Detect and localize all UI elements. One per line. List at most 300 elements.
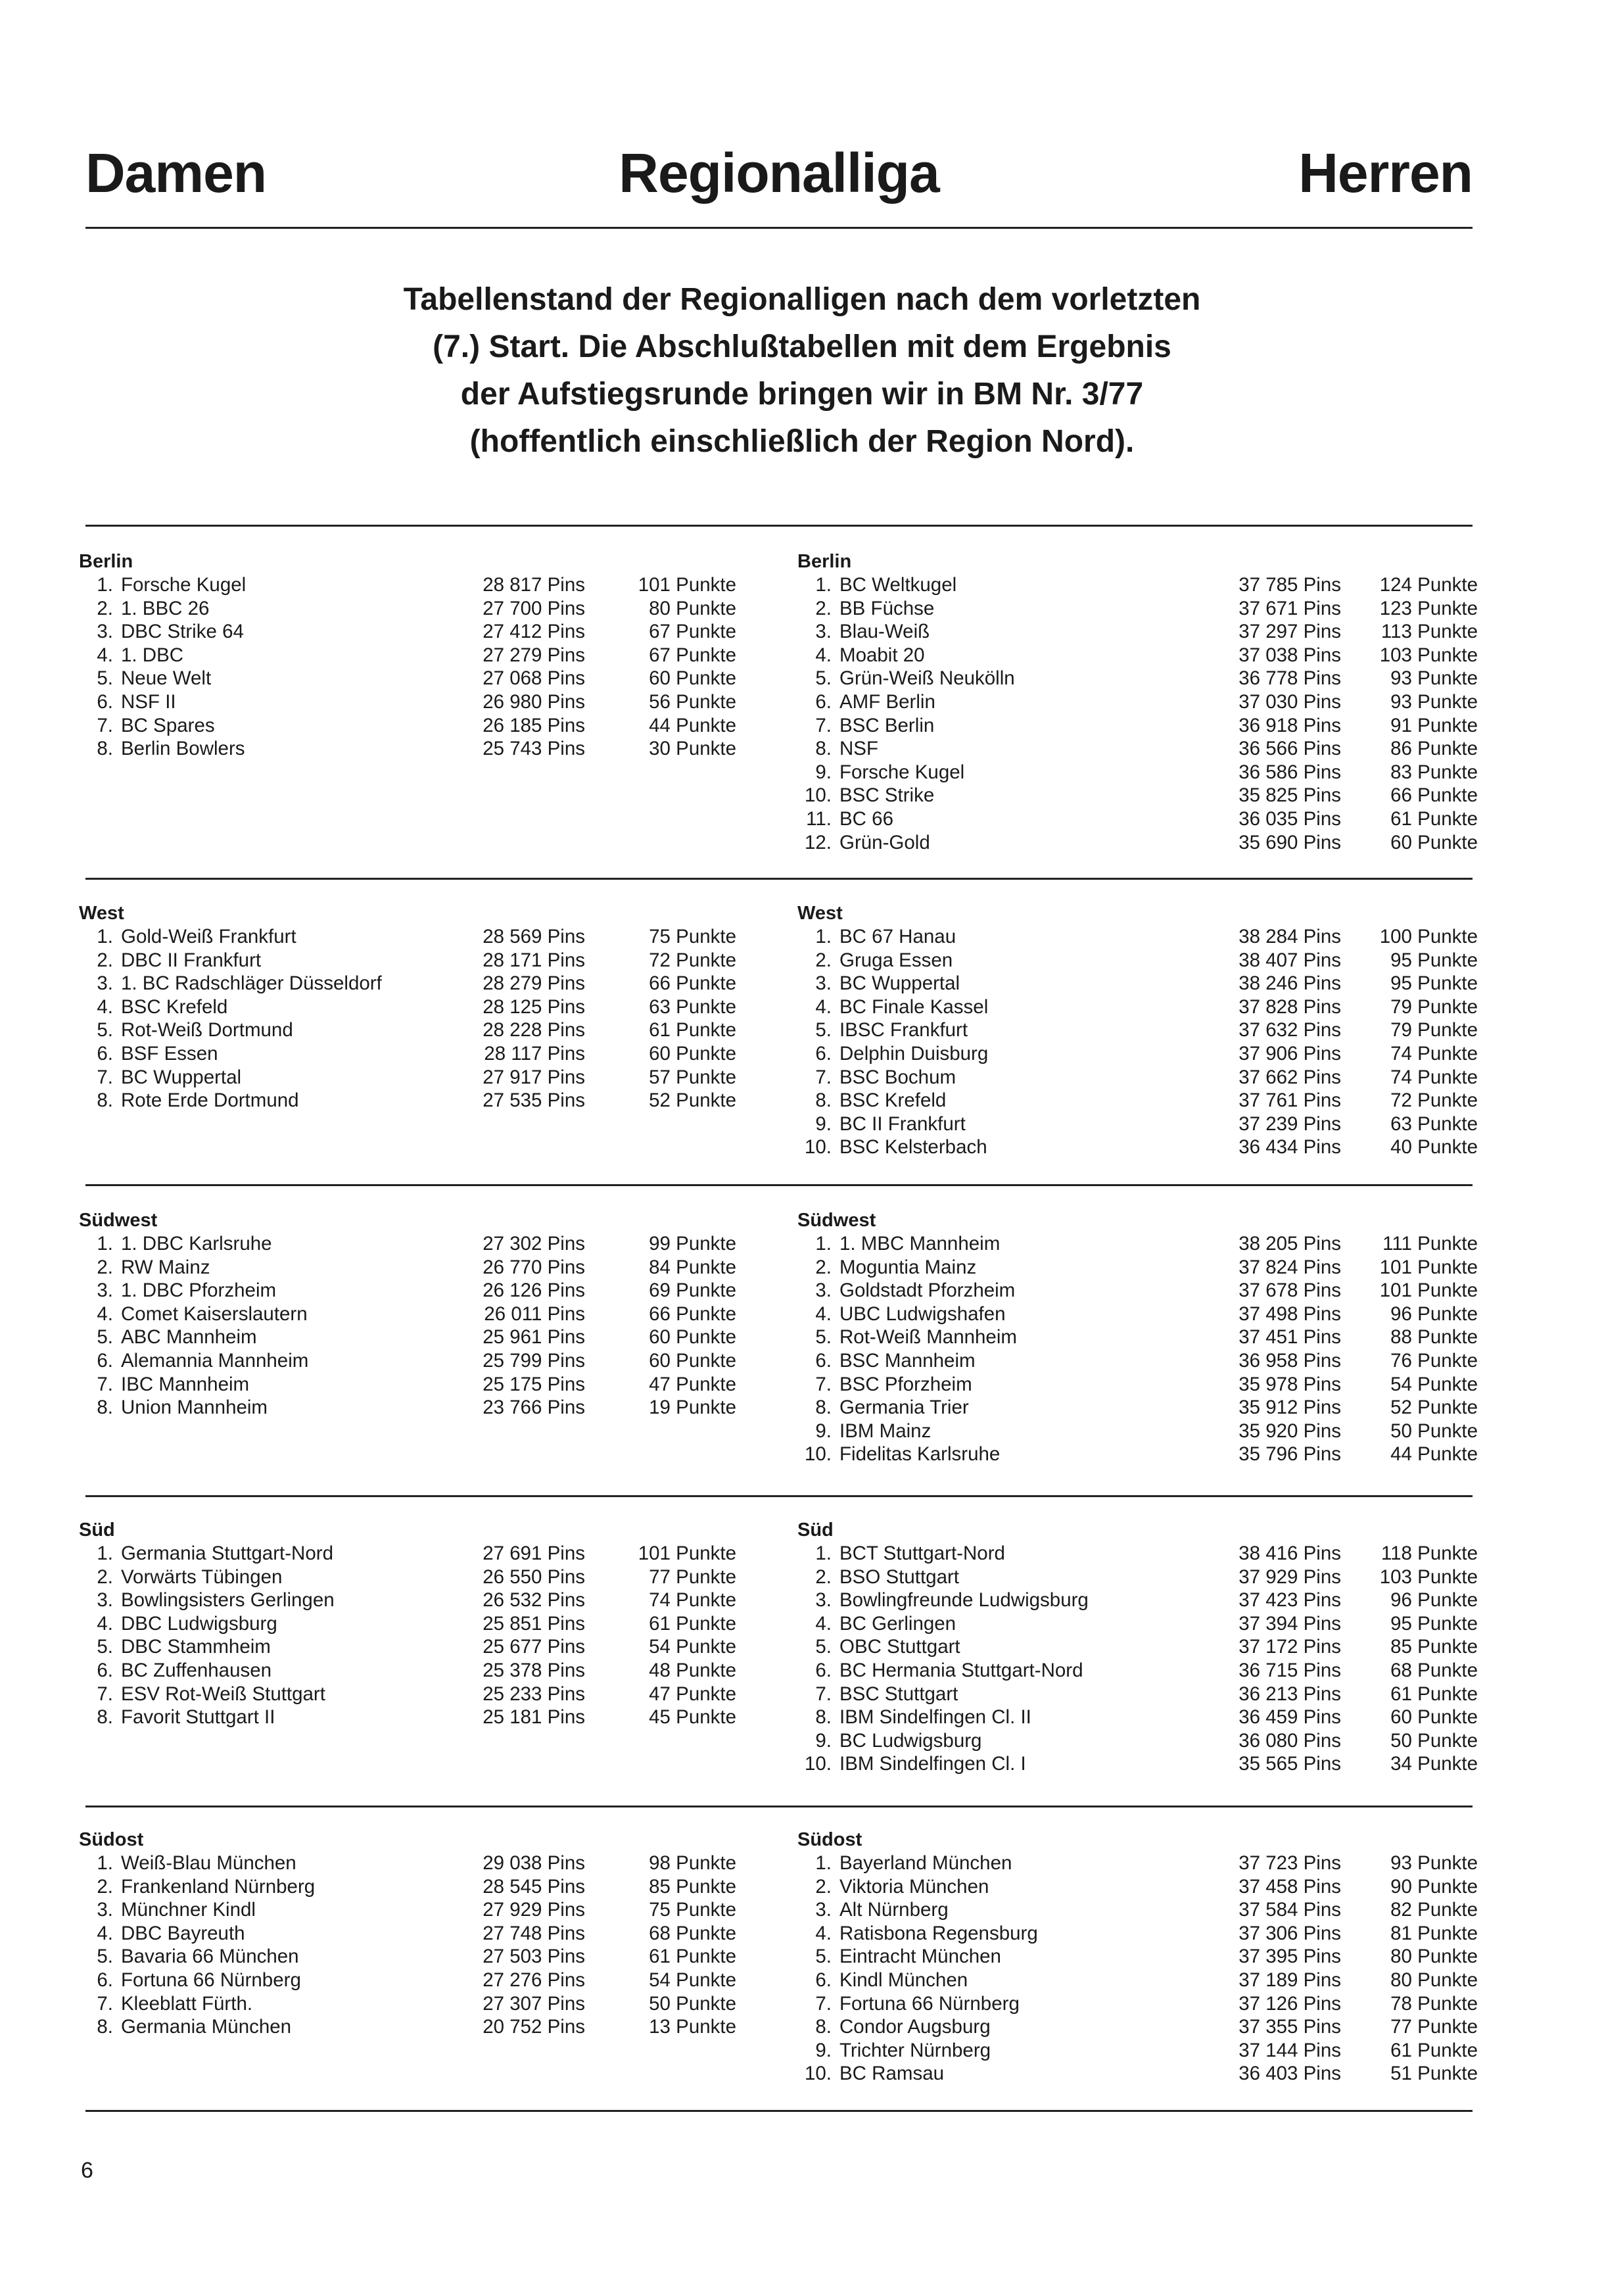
points-value: 60 Punkte [649,1326,736,1349]
team-name: 1. DBC [121,644,184,666]
rank: 3. [97,1280,113,1302]
pins-value: 25 378 Pins [483,1659,585,1681]
region-title: West [79,903,124,924]
pins-value: 26 011 Pins [484,1303,585,1325]
table-row [79,949,756,972]
table-row [79,1898,756,1922]
table-row [797,597,1479,621]
points-value: 77 Punkte [1390,2016,1478,2038]
team-name: DBC II Frankfurt [121,949,262,971]
damen-table [79,901,756,1112]
team-name: BSC Bochum [839,1066,956,1088]
team-name: BC 66 [839,807,893,830]
team-name: Trichter Nürnberg [839,2039,991,2061]
points-value: 95 Punkte [1390,1612,1478,1635]
table-row [797,1303,1479,1326]
table-row [79,1659,756,1683]
rank: 2. [815,1256,832,1278]
pins-value: 27 748 Pins [483,1922,585,1944]
pins-value: 37 584 Pins [1238,1899,1341,1921]
points-value: 66 Punkte [649,972,736,995]
points-value: 96 Punkte [1390,1589,1478,1612]
points-value: 74 Punkte [1390,1066,1478,1088]
points-value: 72 Punkte [649,949,736,971]
table-row [79,714,756,738]
table-row [797,714,1479,738]
rank: 4. [97,1922,113,1944]
section-rule [85,878,1473,880]
team-name: Condor Augsburg [839,2016,991,2038]
pins-value: 37 662 Pins [1238,1066,1341,1088]
rank: 8. [97,1706,113,1729]
points-value: 61 Punkte [649,1946,736,1968]
pins-value: 37 906 Pins [1238,1042,1341,1064]
pins-value: 27 279 Pins [483,644,585,666]
team-name: Grün-Weiß Neukölln [839,667,1015,690]
rank: 8. [815,1089,832,1112]
table-row [79,1612,756,1636]
header-herren: Herren [1298,142,1473,204]
rank: 5. [97,1636,113,1658]
rank: 1. [97,1233,113,1255]
table-row [79,995,756,1019]
table-row [797,1542,1479,1566]
points-value: 54 Punkte [649,1636,736,1658]
team-name: Germania Stuttgart-Nord [121,1543,333,1564]
points-value: 80 Punkte [1390,1969,1478,1991]
pins-value: 38 284 Pins [1238,926,1341,947]
pins-value: 23 766 Pins [483,1397,585,1419]
pins-value: 27 535 Pins [483,1089,585,1112]
pins-value: 27 307 Pins [483,1992,585,2015]
points-value: 101 Punkte [1379,1280,1478,1302]
team-name: BSC Mannheim [839,1349,976,1372]
team-name: BSF Essen [121,1042,218,1064]
team-name: IBC Mannheim [121,1373,250,1395]
rank: 1. [97,574,113,596]
pins-value: 38 246 Pins [1238,972,1341,995]
pins-value: 36 035 Pins [1238,807,1341,830]
table-row [79,972,756,995]
points-value: 90 Punkte [1390,1875,1478,1898]
pins-value: 36 715 Pins [1238,1659,1341,1681]
points-value: 56 Punkte [649,690,736,713]
team-name: OBC Stuttgart [839,1636,960,1658]
table-row [797,573,1479,597]
team-name: BC 67 Hanau [839,926,956,947]
team-name: Gold-Weiß Frankfurt [121,926,296,947]
points-value: 50 Punkte [1390,1420,1478,1442]
pins-value: 37 306 Pins [1238,1922,1341,1944]
region-title: Süd [79,1519,115,1541]
team-name: IBM Sindelfingen Cl. I [839,1753,1026,1775]
pins-value: 28 545 Pins [483,1875,585,1898]
rank: 1. [815,1233,832,1255]
region-title: Südwest [79,1210,158,1231]
table-row [797,1589,1479,1612]
team-name: IBM Mainz [839,1420,932,1442]
table-row [797,1066,1479,1089]
rank: 1. [815,1543,832,1564]
team-name: Moguntia Mainz [839,1256,977,1278]
intro-line: der Aufstiegsrunde bringen wir in BM Nr. 3/77 [460,377,1144,412]
pins-value: 35 565 Pins [1238,1753,1341,1775]
rank: 9. [815,1729,832,1752]
rank: 3. [815,621,832,643]
pins-value: 35 690 Pins [1238,831,1341,853]
table-row [797,1443,1479,1466]
pins-value: 36 586 Pins [1238,761,1341,783]
team-name: Bowlingfreunde Ludwigsburg [839,1589,1089,1612]
points-value: 61 Punkte [649,1019,736,1041]
team-name: Rot-Weiß Dortmund [121,1019,293,1041]
table-row [797,761,1479,784]
pins-value: 27 503 Pins [483,1946,585,1968]
table-row [79,1256,756,1280]
team-name: Forsche Kugel [121,574,247,596]
team-name: BC Ludwigsburg [839,1729,982,1752]
team-name: Favorit Stuttgart II [121,1706,275,1729]
points-value: 111 Punkte [1382,1233,1478,1255]
rank: 3. [97,1589,113,1612]
table-row [79,1683,756,1706]
table-row [797,1612,1479,1636]
pins-value: 36 459 Pins [1238,1706,1341,1729]
table-row [797,1373,1479,1397]
points-value: 91 Punkte [1390,714,1478,736]
points-value: 60 Punkte [649,1042,736,1064]
team-name: Bavaria 66 München [121,1946,299,1968]
intro-text [276,276,1328,466]
pins-value: 35 912 Pins [1238,1397,1341,1419]
rank: 8. [815,2016,832,2038]
rank: 2. [97,1875,113,1898]
points-value: 52 Punkte [649,1089,736,1112]
rank: 7. [97,1373,113,1395]
team-name: Viktoria München [839,1875,989,1898]
pins-value: 25 677 Pins [483,1636,585,1658]
table-row [79,667,756,690]
points-value: 50 Punkte [1390,1729,1478,1752]
table-row [797,1659,1479,1683]
pins-value: 36 958 Pins [1238,1349,1341,1372]
rank: 6. [815,1349,832,1372]
pins-value: 27 691 Pins [483,1543,585,1564]
pins-value: 36 213 Pins [1238,1683,1341,1705]
points-value: 79 Punkte [1390,995,1478,1018]
herren-table [797,550,1479,854]
intro-line: (7.) Start. Die Abschlußtabellen mit dem Ergebnis [433,329,1171,364]
rank: 5. [815,1946,832,1968]
team-name: Alt Nürnberg [839,1899,949,1921]
rank: 9. [815,2039,832,2061]
herren-table [797,1828,1479,2086]
rank: 4. [815,1922,832,1944]
points-value: 40 Punkte [1390,1136,1478,1159]
pins-value: 38 407 Pins [1238,949,1341,971]
rank: 10. [804,1443,832,1466]
team-name: Goldstadt Pforzheim [839,1280,1016,1302]
pins-value: 37 423 Pins [1238,1589,1341,1612]
table-row [797,1566,1479,1589]
team-name: Gruga Essen [839,949,953,971]
table-row [797,1875,1479,1899]
team-name: BC Weltkugel [839,574,957,596]
pins-value: 37 678 Pins [1238,1280,1341,1302]
team-name: BSC Krefeld [121,995,228,1018]
rank: 3. [97,972,113,995]
rank: 4. [97,995,113,1018]
pins-value: 37 723 Pins [1238,1852,1341,1874]
table-row [79,1992,756,2016]
table-row [797,1018,1479,1042]
points-value: 77 Punkte [649,1566,736,1588]
team-name: 1. DBC Karlsruhe [121,1233,272,1255]
table-row [79,573,756,597]
table-row [79,1326,756,1349]
table-row [79,690,756,714]
pins-value: 37 632 Pins [1238,1019,1341,1041]
rank: 8. [97,738,113,760]
points-value: 103 Punkte [1379,1566,1478,1588]
points-value: 88 Punkte [1390,1326,1478,1349]
rank: 7. [815,1683,832,1705]
region-title: Südost [79,1829,144,1850]
team-name: BC Gerlingen [839,1612,956,1635]
pins-value: 38 205 Pins [1238,1233,1341,1255]
team-name: DBC Ludwigsburg [121,1612,277,1635]
damen-table [79,550,756,761]
table-row [797,807,1479,831]
team-name: 1. BC Radschläger Düsseldorf [121,972,382,995]
table-row [79,1969,756,1992]
points-value: 45 Punkte [649,1706,736,1729]
team-name: ABC Mannheim [121,1326,257,1349]
pins-value: 36 566 Pins [1238,738,1341,760]
damen-table [79,1828,756,2039]
team-name: BSC Berlin [839,714,935,736]
points-value: 123 Punkte [1379,597,1478,619]
team-name: Forsche Kugel [839,761,965,783]
table-row [797,1752,1479,1776]
table-row [797,1112,1479,1136]
table-row [79,597,756,621]
points-value: 76 Punkte [1390,1349,1478,1372]
pins-value: 37 451 Pins [1238,1326,1341,1349]
intro-line: (hoffentlich einschließlich der Region Nord). [469,424,1135,459]
page-number: 6 [81,2158,93,2183]
herren-table [797,901,1479,1159]
team-name: BC Spares [121,714,215,736]
team-name: NSF II [121,690,176,713]
rank: 4. [97,644,113,666]
team-name: Moabit 20 [839,644,925,666]
team-name: Kindl München [839,1969,968,1991]
points-value: 101 Punkte [638,1543,736,1564]
table-row [797,1706,1479,1729]
points-value: 63 Punkte [1390,1112,1478,1135]
team-name: Fortuna 66 Nürnberg [839,1992,1020,2015]
points-value: 84 Punkte [649,1256,736,1278]
pins-value: 37 394 Pins [1238,1612,1341,1635]
points-value: 95 Punkte [1390,949,1478,971]
pins-value: 25 851 Pins [483,1612,585,1635]
team-name: BSC Krefeld [839,1089,947,1112]
pins-value: 37 030 Pins [1238,690,1341,713]
pins-value: 37 395 Pins [1238,1946,1341,1968]
table-row [797,1852,1479,1875]
points-value: 82 Punkte [1390,1899,1478,1921]
rank: 2. [815,1875,832,1898]
pins-value: 28 171 Pins [483,949,585,971]
points-value: 96 Punkte [1390,1303,1478,1325]
team-name: BC Wuppertal [839,972,960,995]
team-name: AMF Berlin [839,690,935,713]
pins-value: 28 125 Pins [483,995,585,1018]
table-row [797,1898,1479,1922]
table-row [797,2062,1479,2086]
pins-value: 26 532 Pins [483,1589,585,1612]
region-title: Süd [797,1519,834,1541]
team-name: Kleeblatt Fürth. [121,1992,253,2015]
rank: 5. [97,1326,113,1349]
table-row [797,1729,1479,1753]
rank: 3. [815,1280,832,1302]
team-name: DBC Bayreuth [121,1922,245,1944]
team-name: NSF [839,738,878,760]
points-value: 75 Punkte [649,926,736,947]
points-value: 60 Punkte [649,667,736,690]
pins-value: 27 700 Pins [483,597,585,619]
table-row [79,1042,756,1066]
pins-value: 37 671 Pins [1238,597,1341,619]
pins-value: 36 403 Pins [1238,2063,1341,2085]
table-row [797,1635,1479,1659]
pins-value: 29 038 Pins [483,1852,585,1874]
points-value: 19 Punkte [649,1397,736,1419]
rank: 6. [815,690,832,713]
points-value: 47 Punkte [649,1373,736,1395]
points-value: 93 Punkte [1390,1852,1478,1874]
pins-value: 38 416 Pins [1238,1543,1341,1564]
pins-value: 37 126 Pins [1238,1992,1341,2015]
pins-value: 28 279 Pins [483,972,585,995]
table-row [797,784,1479,807]
rank: 3. [97,621,113,643]
table-row [797,1042,1479,1066]
rank: 3. [815,1589,832,1612]
pins-value: 28 117 Pins [484,1042,585,1064]
rank: 7. [97,1992,113,2015]
pins-value: 37 355 Pins [1238,2016,1341,2038]
pins-value: 20 752 Pins [483,2016,585,2038]
pins-value: 37 785 Pins [1238,574,1341,596]
pins-value: 37 144 Pins [1238,2039,1341,2061]
points-value: 99 Punkte [649,1233,736,1255]
team-name: BSC Pforzheim [839,1373,972,1395]
rank: 2. [97,597,113,619]
damen-table [79,1518,756,1729]
region-title: Südost [797,1829,862,1850]
pins-value: 37 498 Pins [1238,1303,1341,1325]
table-row [797,972,1479,995]
pins-value: 36 918 Pins [1238,714,1341,736]
pins-value: 37 239 Pins [1238,1112,1341,1135]
rank: 7. [97,1066,113,1088]
region-title: Berlin [79,551,133,572]
pins-value: 36 434 Pins [1238,1136,1341,1159]
table-row [797,690,1479,714]
table-row [79,1396,756,1420]
region-title: Südwest [797,1210,876,1231]
team-name: IBSC Frankfurt [839,1019,968,1041]
table-row [797,1992,1479,2016]
pins-value: 37 929 Pins [1238,1566,1341,1588]
table-row [79,1349,756,1373]
points-value: 80 Punkte [1390,1946,1478,1968]
rank: 2. [97,1566,113,1588]
points-value: 95 Punkte [1390,972,1478,995]
points-value: 93 Punkte [1390,667,1478,690]
team-name: BCT Stuttgart-Nord [839,1543,1005,1564]
rank: 7. [815,1066,832,1088]
rank: 5. [815,1636,832,1658]
team-name: Münchner Kindl [121,1899,256,1921]
team-name: DBC Stammheim [121,1636,271,1658]
page-header [85,141,1473,207]
rank: 3. [97,1899,113,1921]
intro-line: Tabellenstand der Regionalligen nach dem vorletzten [403,282,1201,317]
team-name: 1. DBC Pforzheim [121,1280,277,1302]
team-name: Grün-Gold [839,831,930,853]
pins-value: 27 276 Pins [483,1969,585,1991]
pins-value: 28 817 Pins [483,574,585,596]
team-name: UBC Ludwigshafen [839,1303,1006,1325]
rank: 6. [815,1969,832,1991]
table-row [79,925,756,949]
rank: 7. [97,714,113,736]
pins-value: 26 980 Pins [483,690,585,713]
team-name: Ratisbona Regensburg [839,1922,1038,1944]
pins-value: 25 743 Pins [483,738,585,760]
rank: 5. [815,1326,832,1349]
rank: 6. [97,1042,113,1064]
points-value: 101 Punkte [1379,1256,1478,1278]
rank: 2. [97,949,113,971]
table-row [797,995,1479,1019]
table-row [79,1232,756,1256]
pins-value: 27 917 Pins [483,1066,585,1088]
table-row [797,1396,1479,1420]
team-name: Neue Welt [121,667,212,690]
points-value: 47 Punkte [649,1683,736,1705]
points-value: 74 Punkte [649,1589,736,1612]
team-name: Bayerland München [839,1852,1012,1874]
team-name: BC Hermania Stuttgart-Nord [839,1659,1083,1681]
pins-value: 37 172 Pins [1238,1636,1341,1658]
team-name: Germania Trier [839,1397,969,1419]
team-name: Alemannia Mannheim [121,1349,309,1372]
rank: 2. [815,949,832,971]
points-value: 61 Punkte [1390,807,1478,830]
rank: 6. [97,690,113,713]
table-row [79,1852,756,1875]
rank: 5. [97,667,113,690]
rank: 7. [97,1683,113,1705]
table-row [797,2039,1479,2063]
points-value: 67 Punkte [649,621,736,643]
rank: 4. [97,1303,113,1325]
